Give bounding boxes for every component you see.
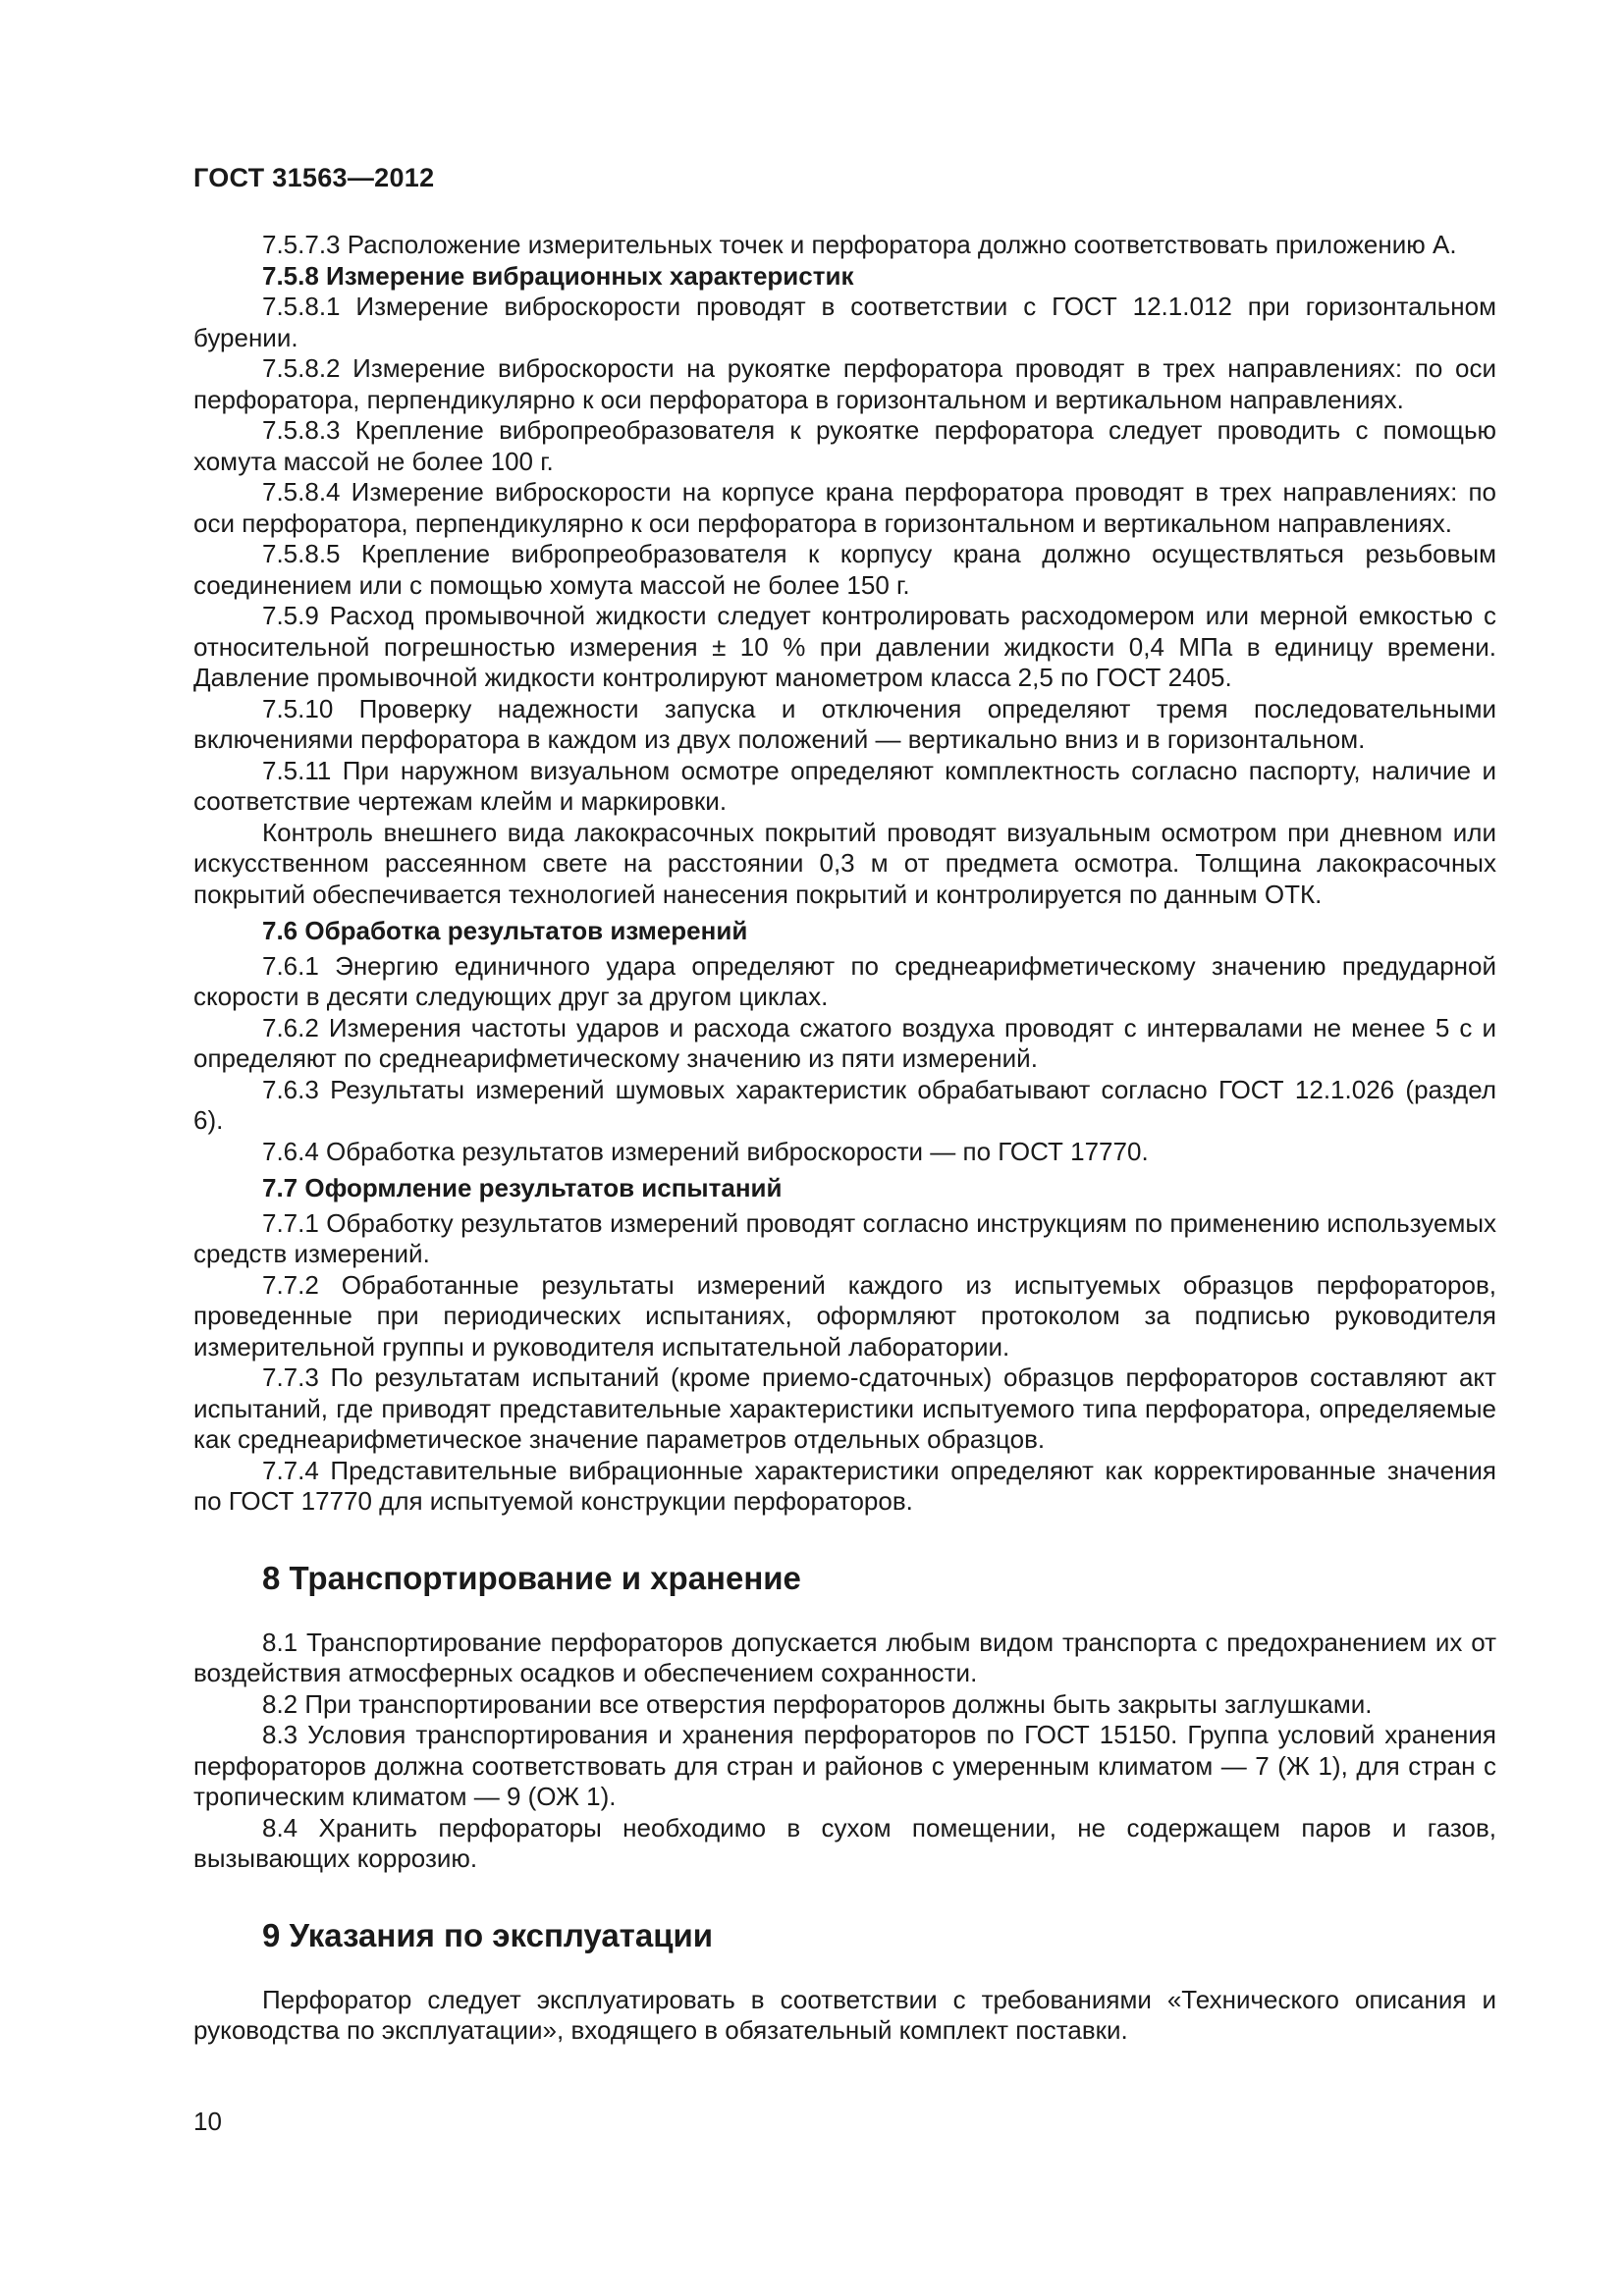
paragraph: 7.5.9 Расход промывочной жидкости следует контролировать расходомером или мерной емкостью с относительной погрешностью измерения ± 10 % при давлении жидкости 0,4 МПа в единицу времени. Давление промывочной жидкости контролируют манометром класса 2,5 по ГОСТ 2405. [193,601,1496,692]
paragraph: 7.7.1 Обработку результатов измерений проводят согласно инструкциям по применению используемых средств измерений. [193,1207,1496,1268]
paragraph: 8.2 При транспортировании все отверстия перфораторов должны быть закрыты заглушками. [262,1688,1373,1719]
paragraph: 7.7.4 Представительные вибрационные характеристики определяют как корректированные значения по ГОСТ 17770 для испытуемой конструкции перфораторов. [193,1455,1496,1516]
paragraph: 7.5.8.1 Измерение виброскорости проводят в соответствии с ГОСТ 12.1.012 при горизонтальном бурении. [193,292,1496,352]
subsection-heading: 7.6 Обработка результатов измерений [262,916,748,945]
document-body [193,230,1496,2047]
paragraph: Контроль внешнего вида лакокрасочных покрытий проводят визуальным осмотром при дневном или искусственном рассеянном свете на расстоянии 0,3 м от предмета осмотра. Толщина лакокрасочных покрытий обеспечивается технологией нанесения покрытий и контролируется по данным ОТК. [193,817,1496,909]
subsection-heading: 7.7 Оформление результатов испытаний [262,1173,783,1202]
subsection-heading: 7.5.8 Измерение вибрационных характеристик [262,260,854,291]
paragraph: 7.5.8.2 Измерение виброскорости на рукоятке перфоратора проводят в трех направлениях: по оси перфоратора, перпендикулярно к оси перфоратора в горизонтальном и вертикальном направлениях. [193,353,1496,414]
paragraph: 7.7.3 По результатам испытаний (кроме приемо-сдаточных) образцов перфораторов составляют акт испытаний, где приводят представительные характеристики испытуемого типа перфоратора, определяемые как среднеарифметическое значение параметров отдельных образцов. [193,1362,1496,1454]
page-number: 10 [193,2107,222,2136]
paragraph: 7.5.10 Проверку надежности запуска и отключения определяют тремя последовательными включениями перфоратора в каждом из двух положений — вертикально вниз и в горизонтальном. [193,693,1496,754]
section-heading: 9 Указания по эксплуатации [262,1916,714,1953]
paragraph: 8.3 Условия транспортирования и хранения перфораторов по ГОСТ 15150. Группа условий хранения перфораторов должна соответствовать для стран и районов с умеренным климатом — 7 (Ж 1), для стран с тропическим климатом — 9 (ОЖ 1). [193,1720,1496,1811]
paragraph: 7.6.1 Энергию единичного удара определяют по среднеарифметическому значению предударной скорости в десяти следующих друг за другом циклах. [193,950,1496,1011]
paragraph: 8.4 Хранить перфораторы необходимо в сухом помещении, не содержащем паров и газов, вызывающих коррозию. [193,1812,1496,1873]
paragraph: 7.5.8.3 Крепление вибропреобразователя к рукоятке перфоратора следует проводить с помощью хомута массой не более 100 г. [193,415,1496,476]
paragraph: 7.6.2 Измерения частоты ударов и расхода сжатого воздуха проводят с интервалами не менее 5 с и определяют по среднеарифметическому значению из пяти измерений. [193,1012,1496,1073]
document-code-header: ГОСТ 31563—2012 [193,163,435,192]
paragraph: 8.1 Транспортирование перфораторов допускается любым видом транспорта с предохранением их от воздействия атмосферных осадков и обеспечением сохранности. [193,1627,1496,1687]
paragraph: 7.5.11 При наружном визуальном осмотре определяют комплектность согласно паспорту, наличие и соответствие чертежам клейм и маркировки. [193,755,1496,816]
paragraph: 7.6.3 Результаты измерений шумовых характеристик обрабатывают согласно ГОСТ 12.1.026 (раздел 6). [193,1074,1496,1135]
paragraph: 7.6.4 Обработка результатов измерений виброскорости — по ГОСТ 17770. [262,1136,1149,1166]
paragraph: 7.7.2 Обработанные результаты измерений каждого из испытуемых образцов перфораторов, проведенные при периодических испытаниях, оформляют протоколом за подписью руководителя измерительной группы и руководителя испытательной лаборатории. [193,1269,1496,1362]
paragraph: 7.5.8.5 Крепление вибропреобразователя к корпусу крана должно осуществляться резьбовым соединением или с помощью хомута массой не более 150 г. [193,539,1496,600]
paragraph: 7.5.8.4 Измерение виброскорости на корпусе крана перфоратора проводят в трех направлениях: по оси перфоратора, перпендикулярно к оси перфоратора в горизонтальном и вертикальном направлениях. [193,477,1496,538]
paragraph: 7.5.7.3 Расположение измерительных точек и перфоратора должно соответствовать приложению А. [262,230,1457,259]
section-heading: 8 Транспортирование и хранение [262,1559,801,1596]
paragraph: Перфоратор следует эксплуатировать в соответствии с требованиями «Технического описания и руководства по эксплуатации», входящего в обязательный комплект поставки. [193,1984,1496,2045]
